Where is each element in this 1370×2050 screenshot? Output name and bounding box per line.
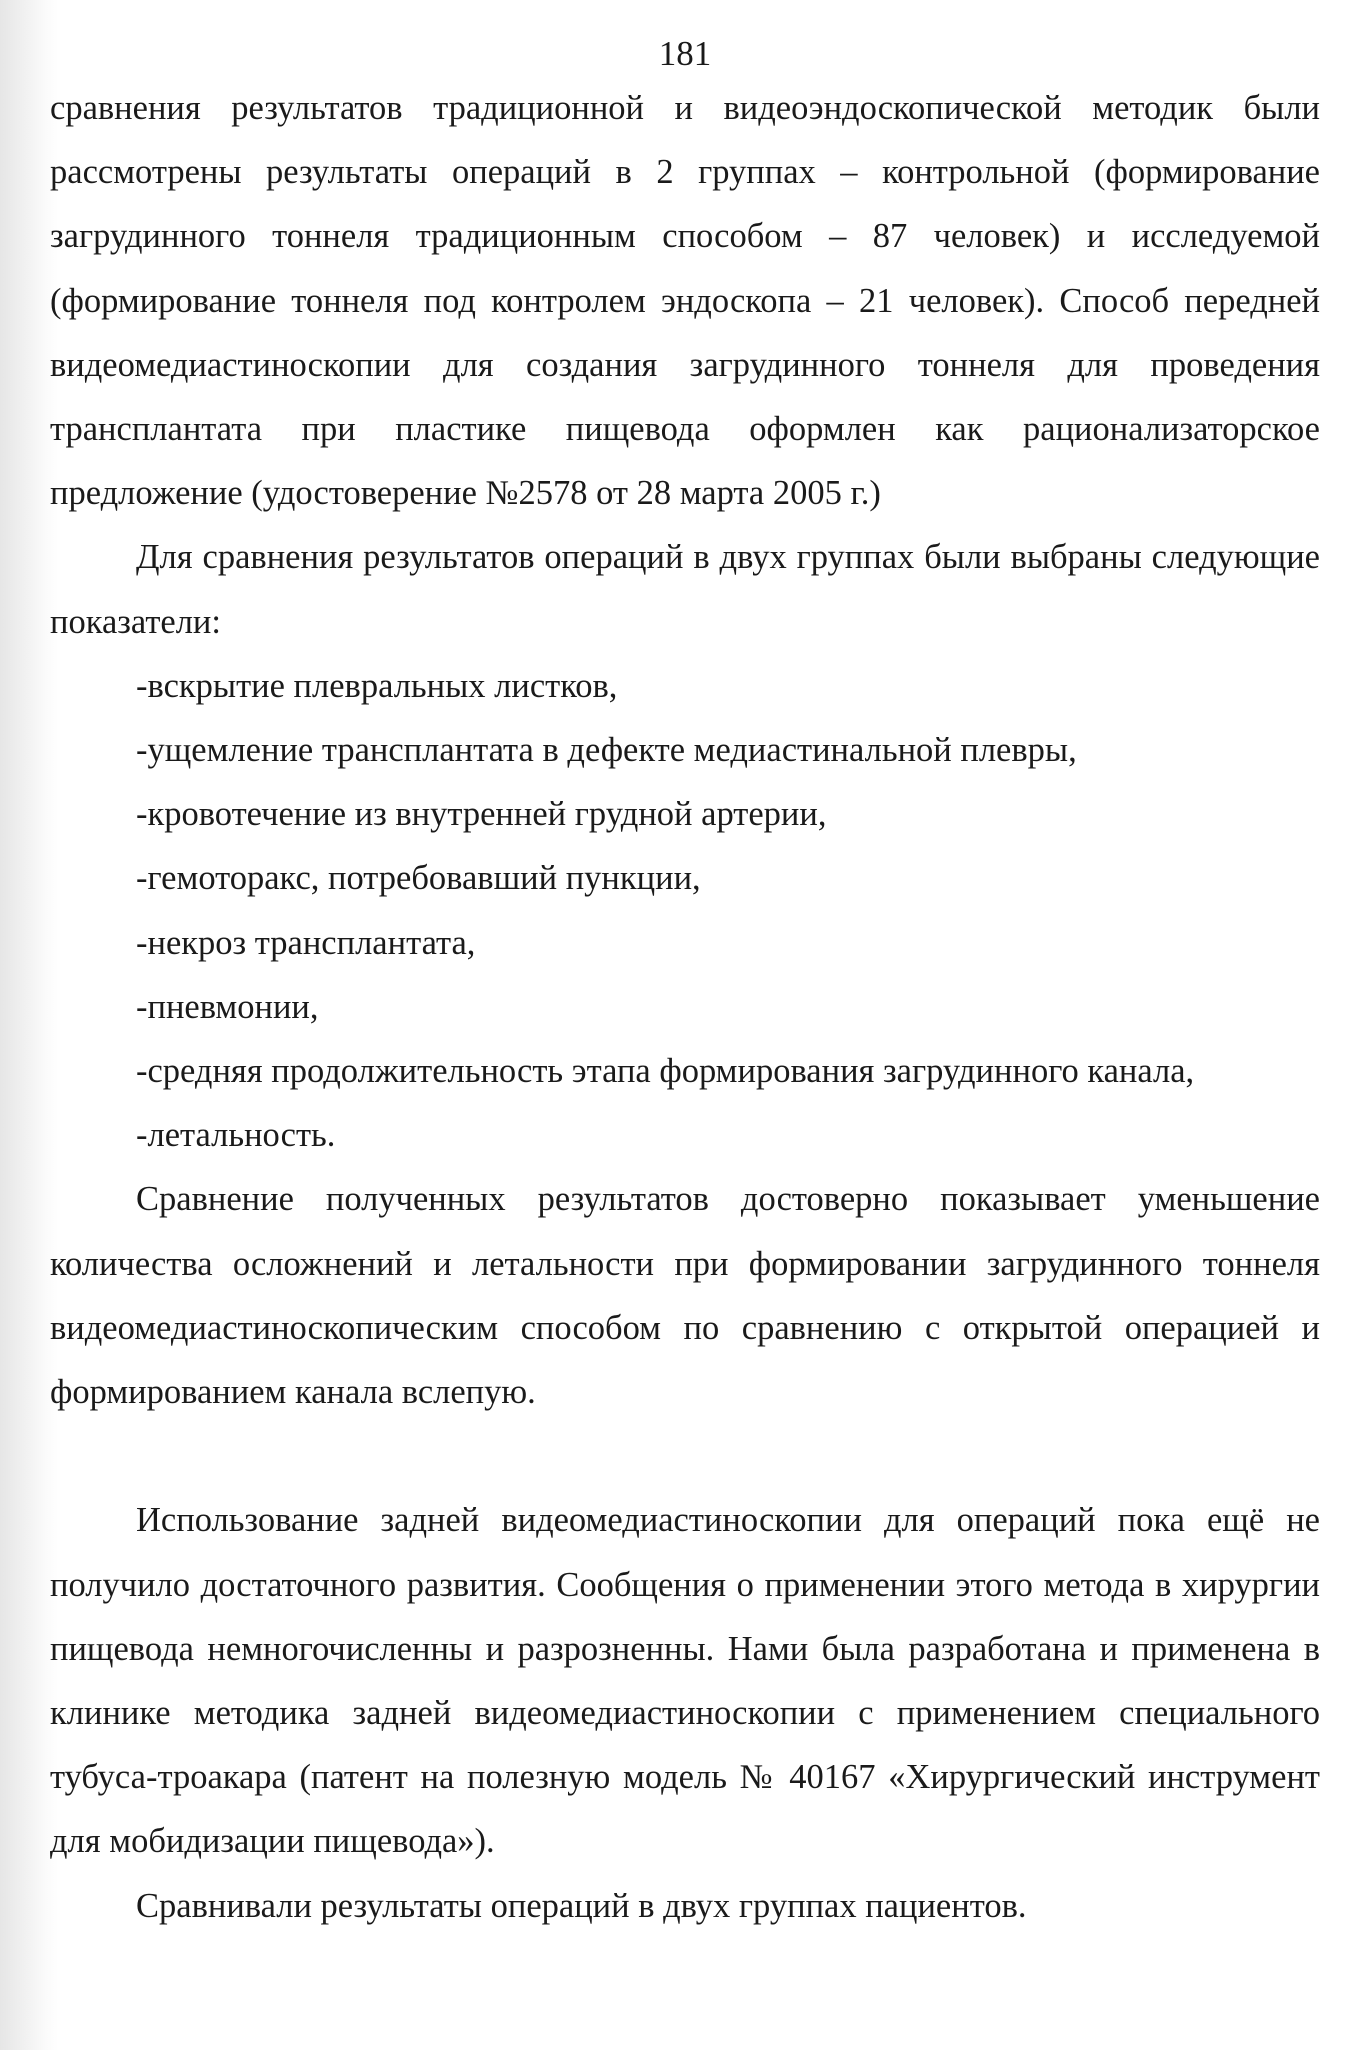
indicators-list [50,654,1320,1168]
blank-line [50,1424,1320,1488]
list-item: -кровотечение из внутренней грудной артерии, [136,795,827,834]
page-number: 181 [658,34,712,73]
page-body [50,76,1320,1938]
list-item: -гемоторакс, потребовавший пункции, [136,859,701,898]
paragraph-indicators-intro: Для сравнения результатов операций в двух группах были выбраны следующие показатели: [50,538,1320,641]
list-item: -ущемление трансплантата в дефекте медиастинальной плевры, [136,731,1077,770]
list-item: -летальность. [136,1116,336,1155]
list-item: -пневмонии, [136,987,319,1026]
paragraph-comparison-result: Сравнение полученных результатов достоверно показывает уменьшение количества осложнений и летальности при формировании загрудинного тоннеля видеомедиастиноскопическим способом по сравнению с открытой операцией и формированием канала вслепую. [50,1180,1320,1412]
paragraph-comparison-groups: сравнения результатов традиционной и видеоэндоскопической методик были рассмотрены результаты операций в 2 группах – контрольной (формирование загрудинного тоннеля традиционным способом – 87 человек) и исследуемой (формирование тоннеля под контролем эндоскопа – 21 человек). Способ передней видеомедиастиноскопии для создания загрудинного тоннеля для проведения трансплантата при пластике пищевода оформлен как рационализаторское предложение (удостоверение №2578 от 28 марта 2005 г.) [50,89,1320,513]
list-item: -средняя продолжительность этапа формирования загрудинного канала, [136,1052,1195,1091]
list-item: -некроз трансплантата, [136,923,476,962]
paragraph-groups-compared: Сравнивали результаты операций в двух группах пациентов. [136,1886,1027,1925]
paragraph-posterior-mediastinoscopy: Использование задней видеомедиастиноскопии для операций пока ещё не получило достаточного развития. Сообщения о применении этого метода в хирургии пищевода немногочисленны и разрозненны. Нами была разработана и применена в клинике методика задней видеомедиастиноскопии с применением специального тубуса-троакара (патент на полезную модель № 40167 «Хирургический инструмент для мобидизации пищевода»). [50,1501,1320,1861]
list-item: -вскрытие плевральных листков, [136,666,618,705]
